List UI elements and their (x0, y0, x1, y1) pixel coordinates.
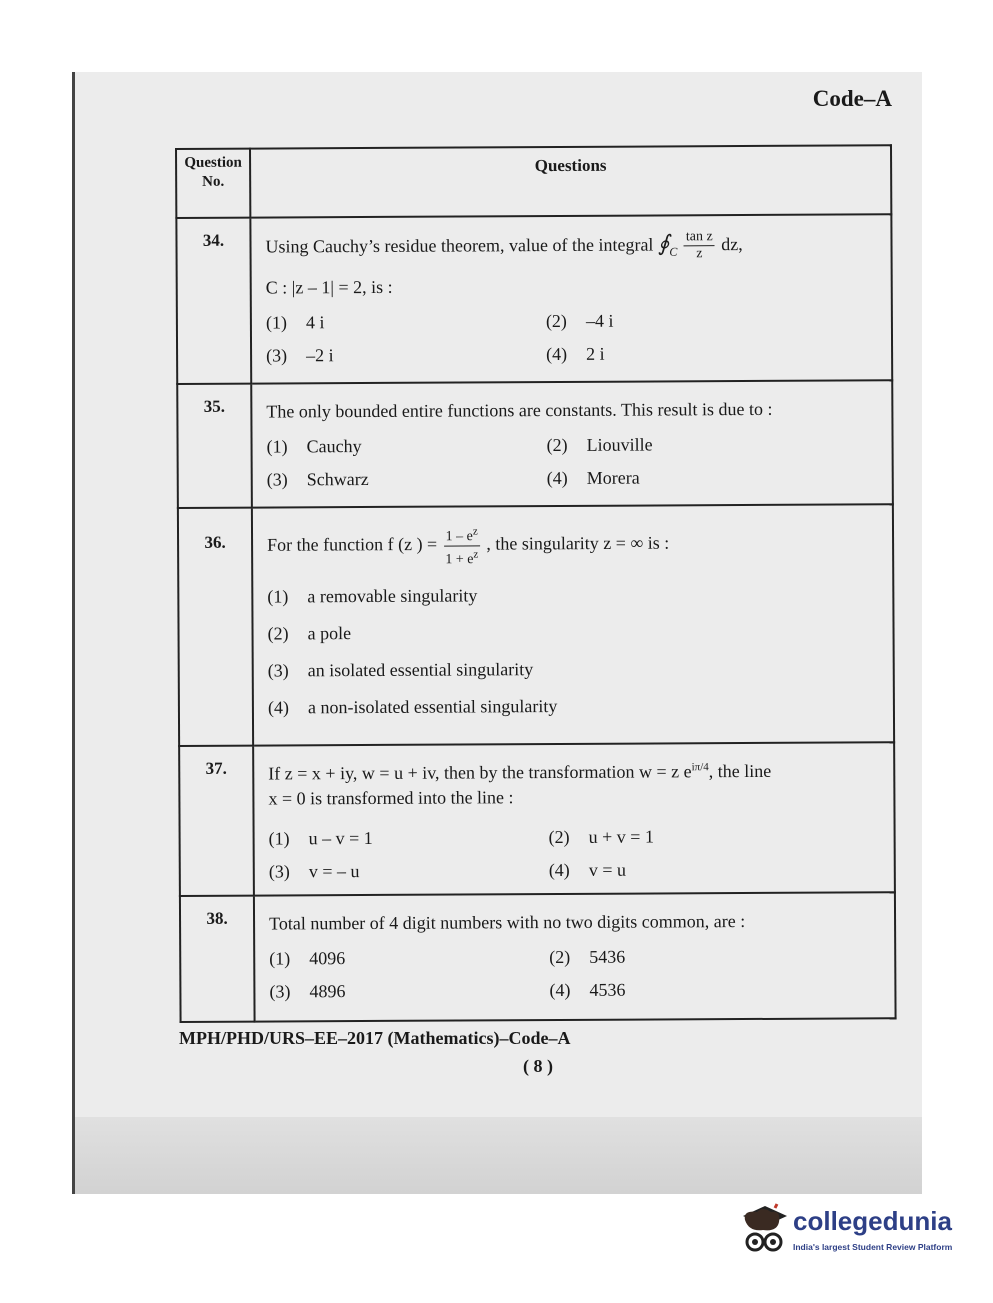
column-header-questions: Questions (250, 145, 891, 217)
stem-text: Using Cauchy’s residue theorem, value of the integral (265, 234, 654, 257)
contour-integral-symbol: $∮_C$ (657, 230, 678, 259)
option: (1) a removable singularity (267, 585, 478, 607)
brand-tagline: India's largest Student Review Platform (793, 1242, 953, 1252)
options (269, 825, 888, 882)
exponent: iπ/4 (691, 761, 709, 774)
option: (4) v = u (548, 859, 626, 881)
option: (4) 4536 (549, 979, 626, 1001)
option: (4) a non-isolated essential singularity (267, 696, 558, 718)
question-body (251, 380, 893, 507)
fraction-numerator: tan z (684, 230, 715, 247)
stem-text: , the line (708, 760, 772, 782)
option: (2) u + v = 1 (548, 826, 654, 848)
question-body (250, 214, 892, 383)
question-table (175, 144, 897, 1023)
stem-text: If z = x + iy, w = u + iv, then by the transformation w = z e (268, 761, 692, 784)
question-body (254, 892, 896, 1021)
question-row (179, 742, 895, 896)
fraction-numerator: $1 - e^z$ (444, 523, 480, 546)
question-number: 38. (180, 896, 255, 1022)
stem-text: dz, (721, 234, 743, 255)
question-number: 35. (177, 384, 252, 508)
options (269, 945, 888, 1002)
column-header-question-no: Question No. (176, 149, 250, 218)
option: (4) Morera (546, 467, 640, 489)
question-row (178, 504, 894, 746)
exam-footer: MPH/PHD/URS–EE–2017 (Mathematics)–Code–A (179, 1028, 571, 1048)
paper-code: Code–A (812, 86, 892, 111)
options (267, 584, 887, 719)
question-body (253, 742, 895, 895)
question-number: 37. (179, 746, 254, 896)
option: (3) Schwarz (266, 468, 369, 490)
question-row (180, 892, 896, 1022)
question-stem: Total number of 4 digit numbers with no two digits common, are : (269, 911, 746, 934)
question-stem (267, 521, 886, 569)
scanned-page (72, 72, 922, 1194)
scan-shadow (75, 1117, 922, 1194)
fraction-denominator: $1 + e^z$ (445, 548, 479, 567)
option: (2) 5436 (549, 946, 626, 968)
option: (1) 4096 (269, 948, 346, 969)
question-stem-line: x = 0 is transformed into the line : (268, 787, 514, 809)
options (267, 433, 886, 490)
stem-text: , the singularity z = ∞ is : (486, 532, 670, 554)
question-stem-line: C : |z – 1| = 2, is : (265, 277, 393, 298)
page-number: ( 8 ) (523, 1056, 553, 1076)
option: (1) u – v = 1 (268, 827, 373, 849)
option: (2) Liouville (546, 434, 653, 456)
option: (3) an isolated essential singularity (267, 659, 534, 681)
option: (2) a pole (267, 623, 352, 644)
collegedunia-logo[interactable] (735, 1198, 975, 1268)
brand-name: collegedunia (793, 1206, 952, 1236)
option: (3) v = – u (268, 861, 360, 882)
question-stem: The only bounded entire functions are constants. This result is due to : (266, 398, 773, 422)
integrand-fraction (684, 230, 715, 263)
question-row (177, 380, 893, 508)
question-number: 36. (178, 508, 253, 746)
option: (3) 4896 (269, 981, 346, 1002)
fraction-denominator: z (696, 246, 703, 262)
student-mascot-icon (735, 1202, 791, 1260)
question-stem (265, 225, 884, 271)
question-stem (268, 753, 887, 786)
question-body (252, 504, 894, 745)
options (266, 310, 885, 367)
option: (1) Cauchy (266, 436, 362, 457)
option: (3) –2 i (266, 345, 334, 366)
question-number: 34. (176, 218, 251, 384)
option: (2) –4 i (545, 311, 614, 332)
option: (4) 2 i (546, 344, 605, 365)
question-row (176, 214, 892, 384)
option: (1) 4 i (265, 312, 325, 333)
table-header-row (176, 145, 891, 218)
stem-text: For the function f (z ) = (267, 533, 438, 555)
function-fraction (444, 523, 480, 568)
